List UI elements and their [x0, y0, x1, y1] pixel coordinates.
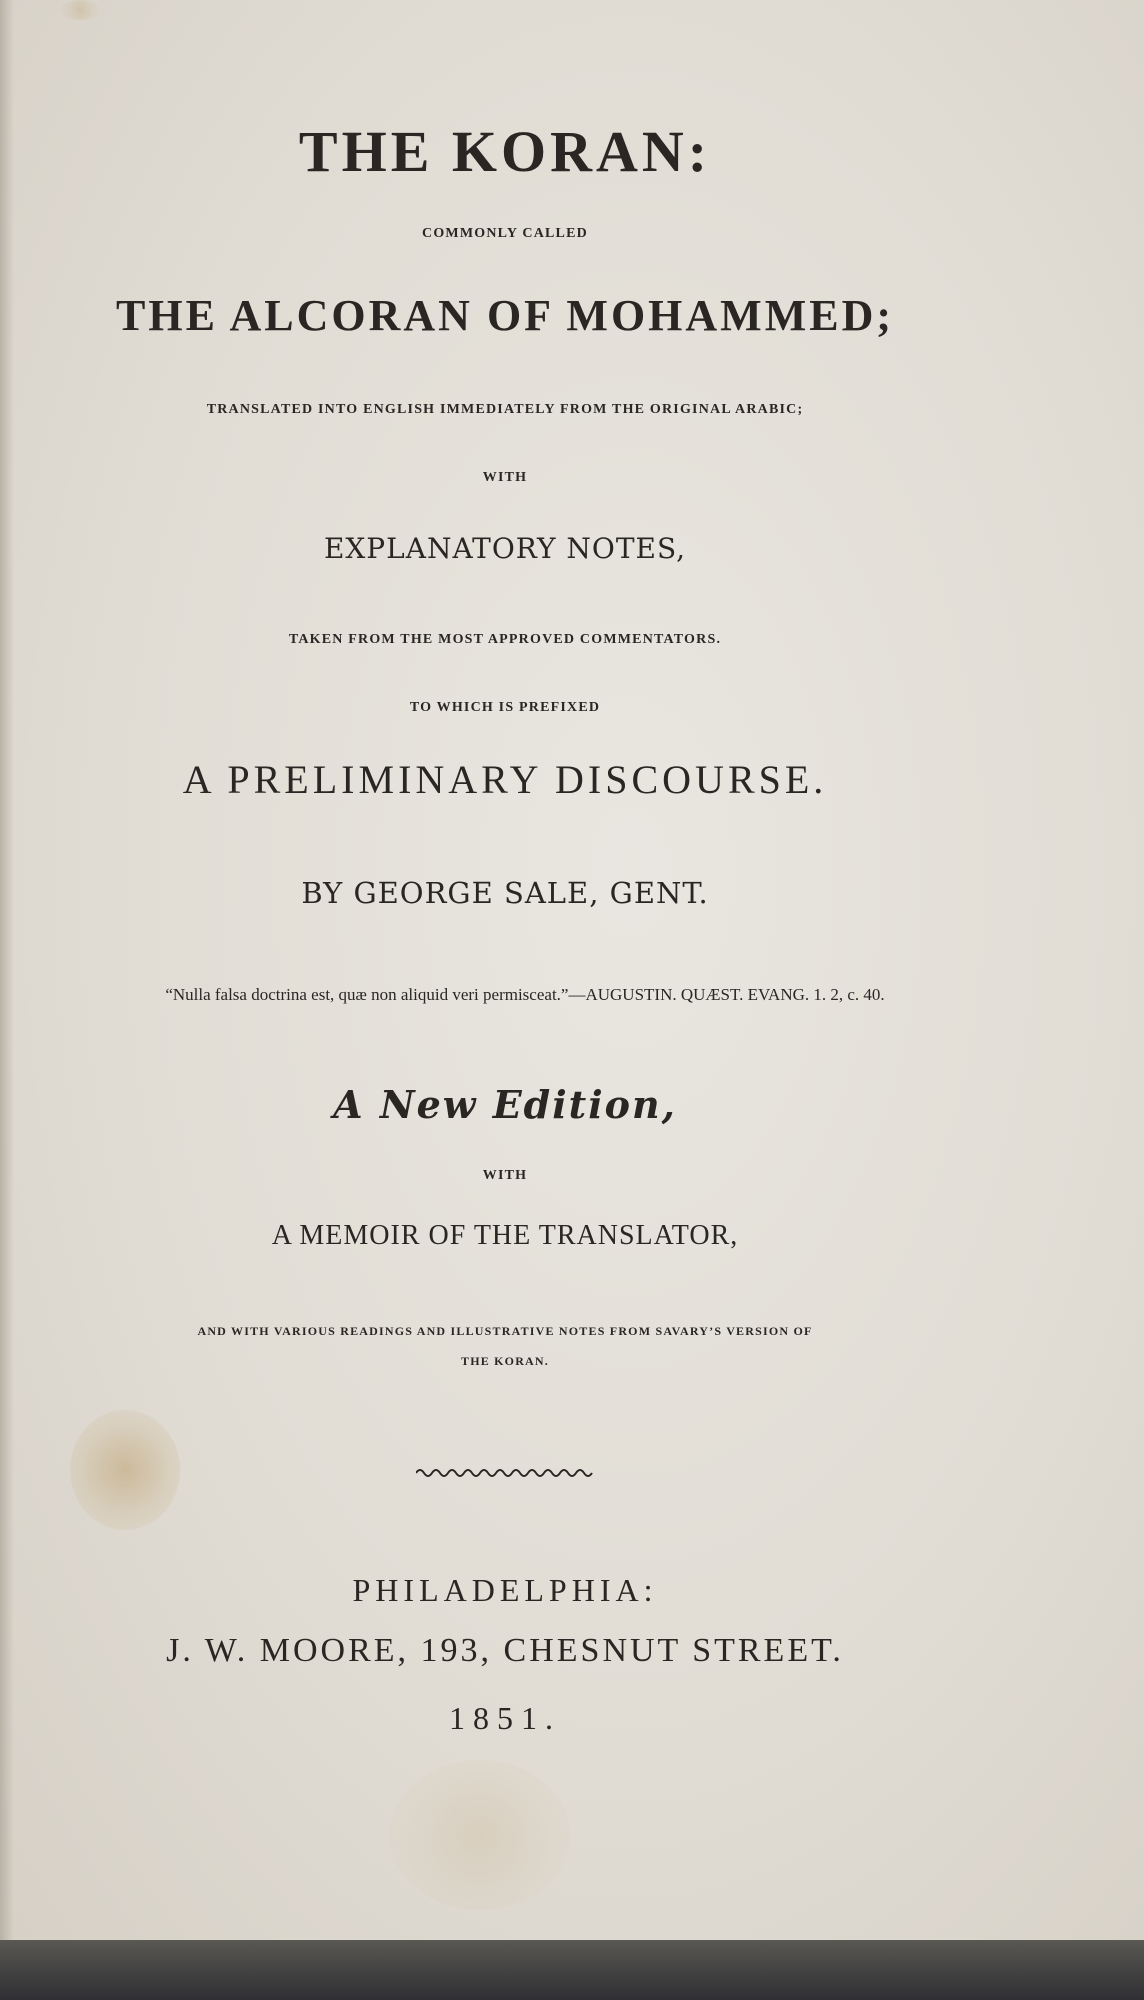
prefixed-line: TO WHICH IS PREFIXED — [409, 700, 601, 715]
book-title: THE KORAN: — [298, 119, 712, 184]
foxing-stain — [70, 1410, 180, 1530]
edition-line: A New Edition, — [333, 1082, 677, 1127]
commonly-called-line: COMMONLY CALLED — [422, 226, 588, 241]
author-line: BY GEORGE SALE, GENT. — [301, 876, 709, 910]
explanatory-notes-line: EXPLANATORY NOTES, — [323, 532, 687, 565]
publication-city: PHILADELPHIA: — [352, 1572, 658, 1608]
foxing-stain — [390, 1760, 570, 1910]
readings-line-1: AND WITH VARIOUS READINGS AND ILLUSTRATIVE NOTES FROM SAVARY’S VERSION OF — [197, 1324, 813, 1338]
page-bottom-edge — [0, 1940, 1144, 2000]
foxing-stain — [60, 0, 100, 20]
book-subtitle: THE ALCORAN OF MOHAMMED; — [116, 291, 894, 340]
translation-line: TRANSLATED INTO ENGLISH IMMEDIATELY FROM THE ORIGINAL ARABIC; — [206, 402, 804, 417]
with-line-2: WITH — [482, 1168, 528, 1183]
discourse-line: A PRELIMINARY DISCOURSE. — [182, 757, 828, 802]
commentators-line: TAKEN FROM THE MOST APPROVED COMMENTATORS. — [288, 632, 722, 647]
with-line: WITH — [482, 470, 528, 485]
publication-year: 1851. — [449, 1700, 561, 1736]
memoir-line: A MEMOIR OF THE TRANSLATOR, — [271, 1220, 739, 1251]
readings-line-2: THE KORAN. — [460, 1354, 549, 1368]
publisher-line: J. W. MOORE, 193, CHESNUT STREET. — [166, 1632, 844, 1669]
wavy-rule-ornament — [416, 1466, 594, 1480]
epigraph: “Nulla falsa doctrina est, quæ non aliquid veri permisceat.”—AUGUSTIN. QUÆST. EVANG. 1. 2, c. 40. — [165, 985, 885, 1004]
